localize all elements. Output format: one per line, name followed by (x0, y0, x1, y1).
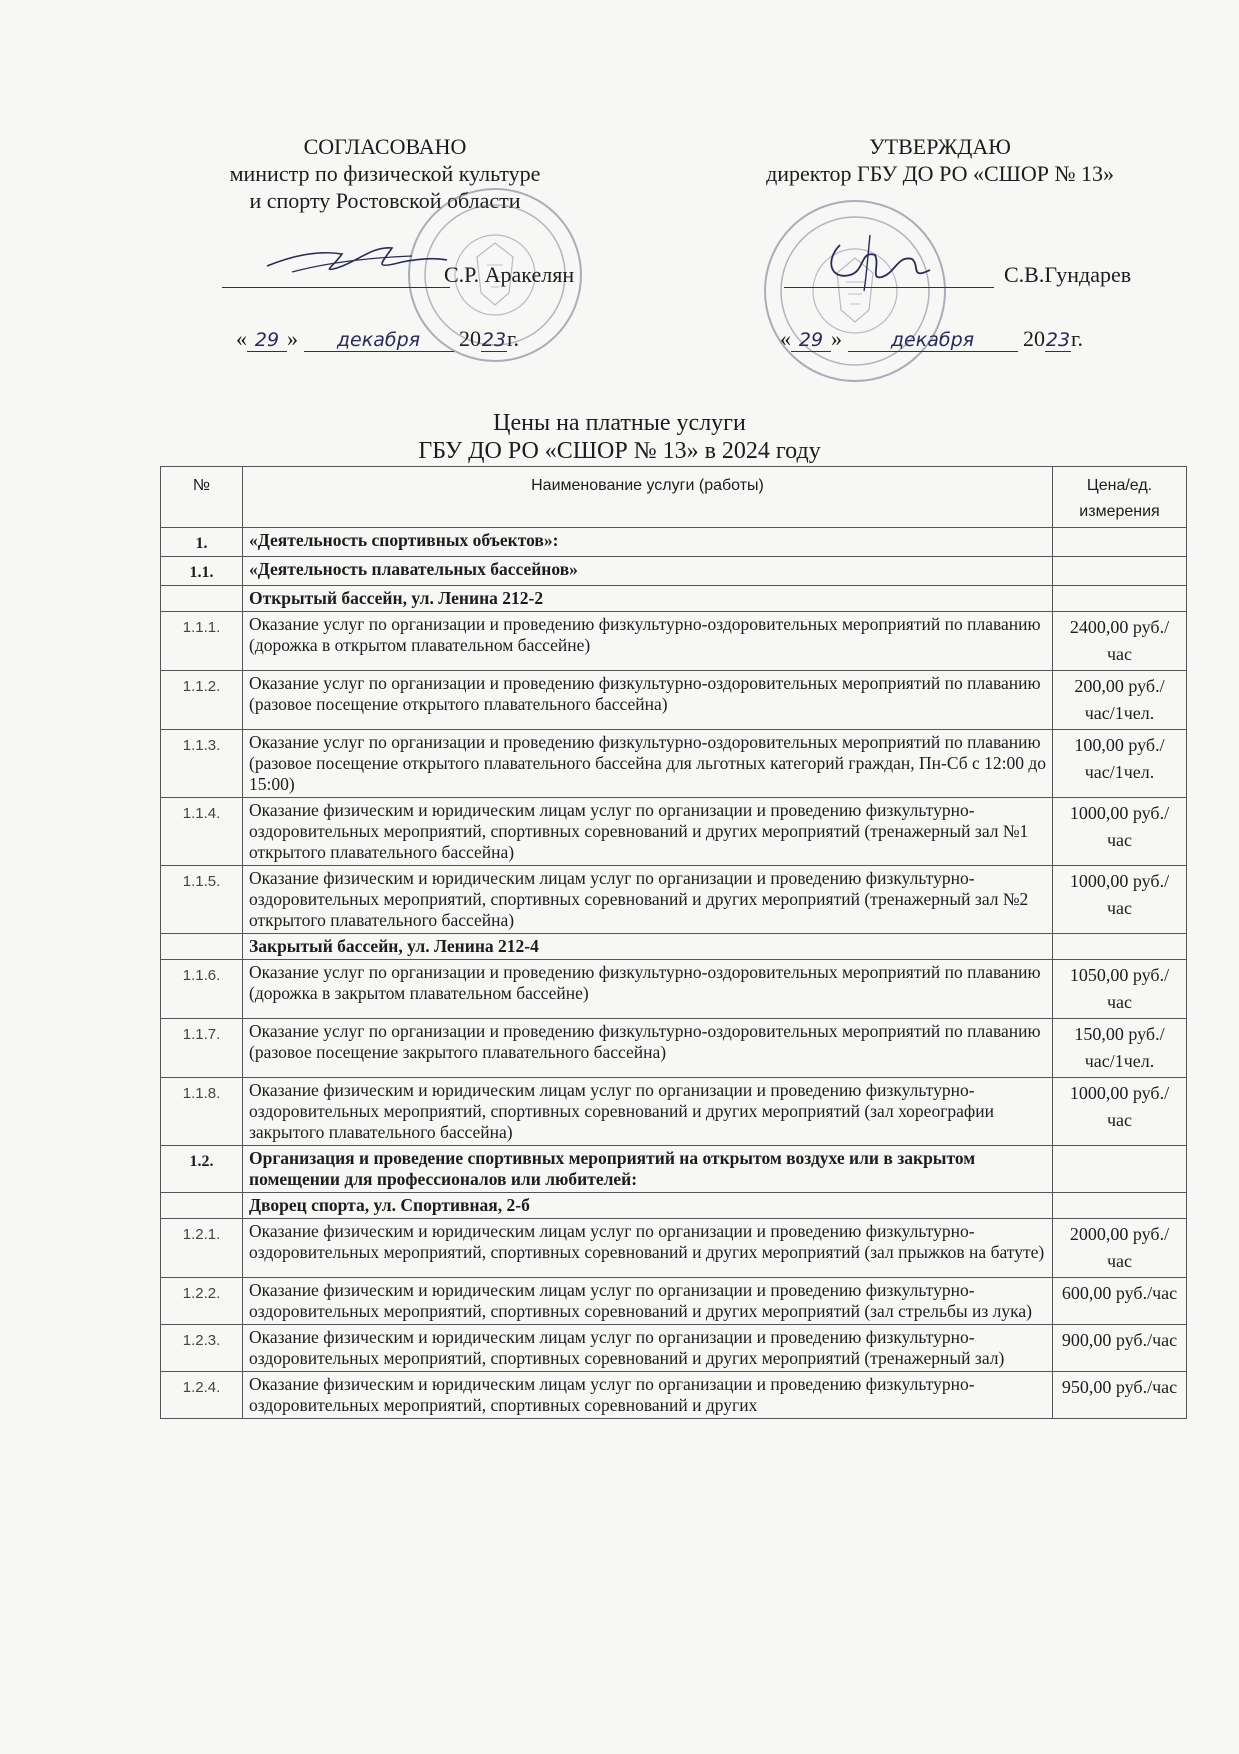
row-price: 100,00 руб./ час/1чел. (1053, 730, 1187, 798)
table-row (161, 528, 1187, 557)
row-service-name: Оказание услуг по организации и проведению физкультурно-оздоровительных мероприятий по плаванию (разовое посещение открытого плавательного бассейна для льготных категорий граждан, Пн-Сб с 12:00 до 15:00) (243, 730, 1053, 798)
table-row (161, 1193, 1187, 1219)
row-number: 1.1.2. (161, 671, 243, 730)
approver-role-right: директор ГБУ ДО РО «СШОР № 13» (766, 161, 1114, 186)
row-service-name: «Деятельность плавательных бассейнов» (243, 557, 1053, 586)
row-service-name: Оказание физическим и юридическим лицам услуг по организации и проведению физкультурно-оздоровительных мероприятий, спортивных соревнований и других мероприятий (зал прыжков на батуте) (243, 1219, 1053, 1278)
signature-right (820, 225, 940, 295)
table-row (161, 730, 1187, 798)
row-price (1053, 586, 1187, 612)
table-row (161, 671, 1187, 730)
row-number: 1.2.4. (161, 1372, 243, 1419)
row-number: 1.2. (161, 1146, 243, 1193)
row-number: 1.1.1. (161, 612, 243, 671)
header-price: Цена/ед. измерения (1053, 467, 1187, 528)
row-price: 600,00 руб./час (1053, 1278, 1187, 1325)
row-price: 1050,00 руб./час (1053, 960, 1187, 1019)
row-price: 950,00 руб./час (1053, 1372, 1187, 1419)
signature-line-left (222, 287, 450, 288)
approval-date-right: « 29 » декабря 2023г. (780, 326, 1084, 351)
table-row (161, 557, 1187, 586)
date-day-left: 29 (247, 329, 287, 352)
table-row (161, 866, 1187, 934)
row-price: 1000,00 руб./час (1053, 798, 1187, 866)
row-number: 1.1.8. (161, 1078, 243, 1146)
row-number: 1. (161, 528, 243, 557)
table-row (161, 1278, 1187, 1325)
row-service-name: Оказание услуг по организации и проведению физкультурно-оздоровительных мероприятий по плаванию (разовое посещение открытого плавательного бассейна) (243, 671, 1053, 730)
header-num: № (161, 467, 243, 528)
row-price: 150,00 руб./ час/1чел. (1053, 1019, 1187, 1078)
date-month-right: декабря (848, 329, 1018, 352)
table-row (161, 586, 1187, 612)
row-number (161, 934, 243, 960)
row-service-name: «Деятельность спортивных объектов»: (243, 528, 1053, 557)
row-number: 1.1.3. (161, 730, 243, 798)
approval-date-left: « 29 » декабря 2023г. (236, 326, 520, 351)
price-table (160, 466, 1187, 1419)
row-service-name: Оказание физическим и юридическим лицам услуг по организации и проведению физкультурно-оздоровительных мероприятий, спортивных соревнований и других мероприятий (зал стрельбы из лука) (243, 1278, 1053, 1325)
signatory-name-left: С.Р. Аракелян (444, 262, 575, 287)
signatory-name-right: С.В.Гундарев (1004, 262, 1132, 287)
approver-role-line1-left: министр по физической культуре (229, 161, 541, 186)
table-row (161, 1146, 1187, 1193)
row-service-name: Оказание физическим и юридическим лицам услуг по организации и проведению физкультурно-оздоровительных мероприятий, спортивных соревнований и других мероприятий (тренажерный зал №1 открытого плавательного бассейна) (243, 798, 1053, 866)
row-number: 1.2.3. (161, 1325, 243, 1372)
row-number (161, 586, 243, 612)
row-price (1053, 934, 1187, 960)
row-service-name: Оказание физическим и юридическим лицам услуг по организации и проведению физкультурно-оздоровительных мероприятий, спортивных соревнований и других мероприятий (тренажерный зал №2 открытого плавательного бассейна) (243, 866, 1053, 934)
date-day-right: 29 (791, 329, 831, 352)
table-header-row (161, 467, 1187, 528)
approver-role-line2-left: и спорту Ростовской области (249, 188, 521, 213)
approval-heading-left: СОГЛАСОВАНО (303, 134, 467, 159)
row-service-name: Оказание услуг по организации и проведению физкультурно-оздоровительных мероприятий по плаванию (дорожка в закрытом плавательном бассейне) (243, 960, 1053, 1019)
table-row (161, 1219, 1187, 1278)
row-service-name: Дворец спорта, ул. Спортивная, 2-б (243, 1193, 1053, 1219)
row-number (161, 1193, 243, 1219)
table-row (161, 1078, 1187, 1146)
date-year-right: 23 (1045, 329, 1071, 351)
row-number: 1.1.5. (161, 866, 243, 934)
row-price: 1000,00 руб./час (1053, 1078, 1187, 1146)
approval-block-right (700, 133, 1180, 187)
row-number: 1.1.4. (161, 798, 243, 866)
row-price (1053, 557, 1187, 586)
price-table-body (161, 528, 1187, 1419)
header-service-name: Наименование услуги (работы) (243, 467, 1053, 528)
row-price (1053, 528, 1187, 557)
row-number: 1.1. (161, 557, 243, 586)
row-service-name: Оказание услуг по организации и проведению физкультурно-оздоровительных мероприятий по плаванию (дорожка в открытом плавательном бассейне) (243, 612, 1053, 671)
row-price: 200,00 руб./ час/1чел. (1053, 671, 1187, 730)
document-subtitle: ГБУ ДО РО «СШОР № 13» в 2024 году (418, 438, 821, 464)
row-service-name: Оказание физическим и юридическим лицам услуг по организации и проведению физкультурно-оздоровительных мероприятий, спортивных соревнований и других (243, 1372, 1053, 1419)
row-service-name: Оказание услуг по организации и проведению физкультурно-оздоровительных мероприятий по плаванию (разовое посещение закрытого плавательного бассейна) (243, 1019, 1053, 1078)
signature-left (262, 228, 452, 288)
document-title: Цены на платные услуги (493, 410, 746, 436)
row-service-name: Закрытый бассейн, ул. Ленина 212-4 (243, 934, 1053, 960)
row-number: 1.1.7. (161, 1019, 243, 1078)
row-price: 2000,00 руб./час (1053, 1219, 1187, 1278)
approval-heading-right: УТВЕРЖДАЮ (869, 134, 1011, 159)
row-price: 1000,00 руб./час (1053, 866, 1187, 934)
date-year-left: 23 (481, 329, 507, 351)
row-price (1053, 1193, 1187, 1219)
row-number: 1.2.2. (161, 1278, 243, 1325)
row-service-name: Оказание физическим и юридическим лицам услуг по организации и проведению физкультурно-оздоровительных мероприятий, спортивных соревнований и других мероприятий (тренажерный зал) (243, 1325, 1053, 1372)
row-service-name: Оказание физическим и юридическим лицам услуг по организации и проведению физкультурно-оздоровительных мероприятий, спортивных соревнований и других мероприятий (зал хореографии закрытого плавательного бассейна) (243, 1078, 1053, 1146)
table-row (161, 1325, 1187, 1372)
row-number: 1.1.6. (161, 960, 243, 1019)
row-service-name: Открытый бассейн, ул. Ленина 212-2 (243, 586, 1053, 612)
row-price (1053, 1146, 1187, 1193)
table-row (161, 612, 1187, 671)
table-row (161, 1372, 1187, 1419)
row-service-name: Организация и проведение спортивных мероприятий на открытом воздухе или в закрытом помещении для профессионалов или любителей: (243, 1146, 1053, 1193)
table-row (161, 1019, 1187, 1078)
table-row (161, 960, 1187, 1019)
row-price: 2400,00 руб./час (1053, 612, 1187, 671)
row-number: 1.2.1. (161, 1219, 243, 1278)
table-row (161, 798, 1187, 866)
signature-line-right (784, 287, 994, 288)
date-month-left: декабря (304, 329, 454, 352)
table-row (161, 934, 1187, 960)
row-price: 900,00 руб./час (1053, 1325, 1187, 1372)
